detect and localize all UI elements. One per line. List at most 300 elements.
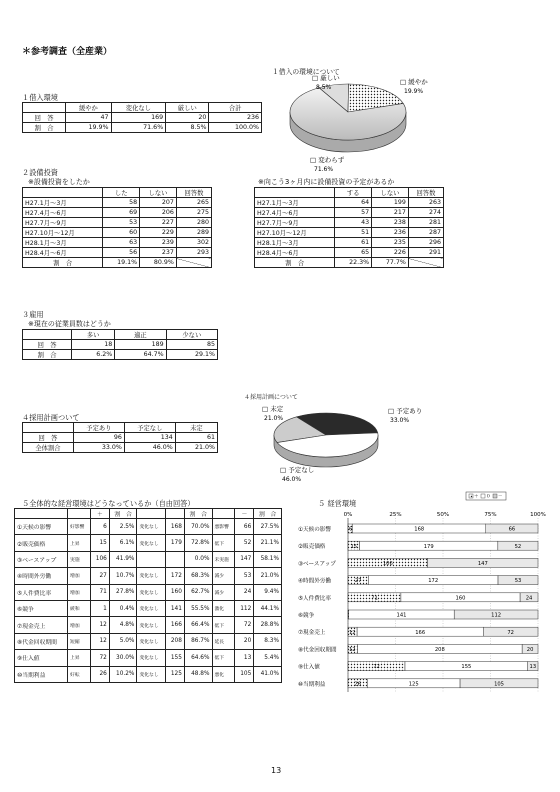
table-cell: 134 [124, 433, 175, 443]
table-row [255, 248, 444, 258]
table-cell: 291 [408, 248, 443, 258]
table-cell: H27.7月～9月 [255, 218, 335, 228]
table-row [15, 551, 282, 567]
table-cell: 10.7% [109, 568, 137, 584]
table-cell: 80.9% [140, 258, 177, 268]
table-cell: 72 [90, 650, 109, 666]
bar-data-label: 172 [428, 578, 439, 585]
table-cell: ⑥競争 [15, 600, 68, 616]
pie2-title: ４採用計画について [244, 394, 298, 401]
table-cell: 実施 [68, 551, 91, 567]
table-cell: 延長 [212, 633, 235, 649]
table-cell: 変化なし [111, 103, 166, 113]
bar-data-label: 27 [354, 578, 362, 585]
table-cell: 166 [165, 617, 184, 633]
pie-chart-hiring [250, 385, 430, 495]
table-cell: 2.5% [109, 519, 137, 535]
table-cell: 緩和 [68, 600, 91, 616]
table-cell: H27.4月～6月 [255, 208, 335, 218]
bar-data-label: 52 [514, 543, 522, 550]
table-cell: 302 [176, 238, 211, 248]
table-cell: 合計 [209, 103, 262, 113]
table-cell: 激化 [212, 600, 235, 616]
table-cell: 未定 [175, 423, 217, 433]
pie1-label-pct: 71.6% [314, 166, 334, 173]
table-cell [165, 509, 184, 519]
table-cell: 増加 [68, 617, 91, 633]
bar-data-label: 125 [408, 681, 419, 688]
table-cell: 変化なし [137, 633, 166, 649]
table-cell: 9.4% [254, 584, 282, 600]
table-cell: 47 [66, 113, 111, 123]
table-cell: 回 答 [23, 340, 72, 350]
table-cell: 変化なし [137, 600, 166, 616]
legend-label: ＋ [474, 494, 479, 500]
table-cell: 悪化 [212, 666, 235, 682]
bar-data-label: 105 [494, 681, 504, 688]
bar-data-label: 24 [525, 595, 533, 602]
table-cell: 22.3% [335, 258, 372, 268]
table-cell: 217 [372, 208, 409, 218]
table-cell: 68.3% [184, 568, 212, 584]
table-cell: 未実施 [212, 551, 235, 567]
table-row [15, 633, 282, 649]
table-cell: 変化なし [137, 568, 166, 584]
table-row [15, 666, 282, 682]
table-cell: 多い [72, 330, 115, 340]
table-cell: 168 [165, 519, 184, 535]
table-cell: 増加 [68, 584, 91, 600]
bar-data-label: 15 [350, 543, 358, 550]
table-cell: 147 [235, 551, 254, 567]
table-cell: 60 [103, 228, 140, 238]
table-cell: 169 [111, 113, 166, 123]
table-cell: 6 [90, 519, 109, 535]
table-total-row [23, 258, 212, 268]
pie2-label-pct: 46.0% [282, 476, 302, 483]
table-cell: ＋ [90, 509, 109, 519]
legend-swatch [469, 494, 473, 498]
category-label: ⑧代金回収期間 [298, 647, 337, 654]
table-cell [165, 551, 184, 567]
capex-plan-subheading: ※向こう3ヶ月内に設備投資の予定があるか [258, 178, 395, 186]
table-row [23, 238, 212, 248]
legend-swatch [481, 494, 485, 498]
table-row [15, 519, 282, 535]
table-cell: 回 答 [23, 433, 74, 443]
table-cell: ④時間外労働 [15, 568, 68, 584]
section-heading-hiring: ４採用計画ついて [22, 413, 80, 422]
table-cell: 207 [140, 198, 177, 208]
table-cell: 回答数 [176, 188, 211, 198]
table-cell [68, 509, 91, 519]
table-cell: 289 [176, 228, 211, 238]
table-cell: 変化なし [137, 584, 166, 600]
table-cell: 70.0% [184, 519, 212, 535]
table-row [15, 584, 282, 600]
table-cell: 上昇 [68, 650, 91, 666]
table-cell: H27.1月～3月 [255, 198, 335, 208]
table-cell: 85 [166, 340, 217, 350]
category-label: ⑤人件費比率 [298, 595, 331, 602]
table-borrowing [22, 102, 262, 133]
table-cell: 0.0% [184, 551, 212, 567]
table-cell: 低下 [212, 650, 235, 666]
table-header-row [23, 188, 212, 198]
table-capex-plan [254, 187, 444, 268]
table-cell: H28.4月～6月 [23, 248, 103, 258]
table-cell: 72 [235, 617, 254, 633]
table-row [15, 650, 282, 666]
table-cell: 変化なし [137, 650, 166, 666]
bar-data-label: 6 [349, 526, 353, 533]
table-cell [212, 509, 235, 519]
table-cell: 64 [335, 198, 372, 208]
table-cell: 19.9% [66, 123, 111, 133]
table-cell: － [235, 509, 254, 519]
table-cell: 56 [103, 248, 140, 258]
category-label: ②販売価格 [298, 544, 326, 551]
table-cell: 236 [209, 113, 262, 123]
bar-data-label: 168 [414, 526, 425, 533]
bar-data-label: 166 [415, 629, 426, 636]
table-cell: ⑤人件費比率 [15, 584, 68, 600]
table-cell: 20 [235, 633, 254, 649]
table-cell: 割 合 [23, 350, 72, 360]
table-cell: ⑦現金売上 [15, 617, 68, 633]
section-heading-business-env: ５全体的な経営環境はどうなっているか（自由回答） [22, 499, 195, 508]
table-cell: 21.0% [254, 568, 282, 584]
table-cell: 33.0% [73, 443, 124, 453]
page-title: ＊参考調査（全産業） [22, 47, 113, 57]
table-row [23, 113, 262, 123]
table-cell: ⑩当期利益 [15, 666, 68, 682]
x-tick-label: 75% [484, 512, 497, 518]
table-cell: 112 [235, 600, 254, 616]
table-cell [137, 509, 166, 519]
table-cell: 155 [165, 650, 184, 666]
table-row [15, 617, 282, 633]
table-cell: 57 [335, 208, 372, 218]
table-cell: 43 [335, 218, 372, 228]
table-row [23, 123, 262, 133]
table-cell: 割 合 [23, 123, 66, 133]
table-cell: H27.1月～3月 [23, 198, 103, 208]
category-label: ⑦現金売上 [298, 630, 326, 637]
table-cell: H28.1月～3月 [255, 238, 335, 248]
bar-data-label: 12 [349, 629, 356, 636]
table-cell: 105 [235, 666, 254, 682]
table-cell [176, 258, 211, 268]
table-cell: 21.0% [175, 443, 217, 453]
table-cell: 30.0% [109, 650, 137, 666]
table-employment [22, 329, 218, 360]
table-cell: 10.2% [109, 666, 137, 682]
table-cell: 回答数 [408, 188, 443, 198]
table-cell: 割 合 [255, 258, 335, 268]
table-cell [137, 551, 166, 567]
table-row [15, 600, 282, 616]
table-cell: H28.4月～6月 [255, 248, 335, 258]
table-cell: 26 [90, 666, 109, 682]
table-cell: 28.8% [254, 617, 282, 633]
table-cell [23, 188, 103, 198]
table-cell: 厳しい [166, 103, 209, 113]
table-cell: 12 [90, 617, 109, 633]
table-cell: 変化なし [137, 535, 166, 551]
table-row [255, 238, 444, 248]
table-cell: 71 [90, 584, 109, 600]
table-cell: 125 [165, 666, 184, 682]
table-cell: 変化なし [137, 617, 166, 633]
table-cell: 63 [103, 238, 140, 248]
bar-data-label: 13 [529, 664, 537, 671]
table-cell: 77.7% [372, 258, 409, 268]
table-cell: 226 [372, 248, 409, 258]
table-cell: 上昇 [68, 535, 91, 551]
table-cell: した [103, 188, 140, 198]
legend-label: － [498, 494, 503, 500]
table-cell: 51 [335, 228, 372, 238]
table-cell: 46.0% [124, 443, 175, 453]
table-cell: ⑨仕入値 [15, 650, 68, 666]
table-row [255, 228, 444, 238]
table-cell: 64.7% [115, 350, 166, 360]
table-total-row [255, 258, 444, 268]
table-cell: 19.1% [103, 258, 140, 268]
x-tick-label: 0% [343, 512, 353, 518]
bar-data-label: 53 [514, 578, 522, 585]
table-cell: 53 [235, 568, 254, 584]
table-cell: 71.6% [111, 123, 166, 133]
table-cell: 5.4% [254, 650, 282, 666]
table-cell: 287 [408, 228, 443, 238]
employment-subheading: ※現在の従業員数はどうか [28, 320, 111, 328]
pie2-label-name: □ 予定なし [280, 466, 315, 474]
table-cell: 189 [115, 340, 166, 350]
table-cell: 全体割合 [23, 443, 74, 453]
table-cell: 割 合 [23, 258, 103, 268]
table-cell: 236 [372, 228, 409, 238]
table-cell: 296 [408, 238, 443, 248]
table-cell: H27.4月～6月 [23, 208, 103, 218]
table-cell: 66.4% [184, 617, 212, 633]
pie1-label-pct: 8.5% [316, 84, 332, 91]
pie1-label-name: □ 緩やか [400, 78, 428, 86]
table-cell: 41.9% [109, 551, 137, 567]
table-cell: 100.0% [209, 123, 262, 133]
table-row [23, 218, 212, 228]
table-cell: 106 [90, 551, 109, 567]
table-cell: 21.1% [254, 535, 282, 551]
pie-chart-borrowing [262, 60, 442, 180]
table-cell: 293 [176, 248, 211, 258]
table-row [23, 228, 212, 238]
table-cell: 27.8% [109, 584, 137, 600]
table-cell: 41.0% [254, 666, 282, 682]
chart-legend [466, 492, 506, 500]
table-cell: 8.3% [254, 633, 282, 649]
table-header-row [15, 509, 282, 519]
table-cell: 238 [372, 218, 409, 228]
x-tick-label: 50% [436, 512, 450, 518]
category-label: ④時間外労働 [298, 578, 331, 585]
table-business-env [14, 508, 282, 683]
table-cell: 62.7% [184, 584, 212, 600]
table-cell: 235 [372, 238, 409, 248]
table-cell: 52 [235, 535, 254, 551]
table-cell [15, 509, 68, 519]
category-label: ⑨仕入値 [298, 664, 320, 671]
table-cell: 274 [408, 208, 443, 218]
legend-label: ０ [486, 494, 491, 500]
pie1-title: １借入の環境について [272, 68, 340, 76]
table-cell: 増加 [68, 568, 91, 584]
bar-data-label: 72 [373, 664, 380, 671]
table-cell: 27 [90, 568, 109, 584]
table-row [23, 248, 212, 258]
table-cell: 61 [335, 238, 372, 248]
table-cell: 48.8% [184, 666, 212, 682]
table-row [23, 433, 218, 443]
table-cell: 6.1% [109, 535, 137, 551]
category-label: ⑩当期利益 [298, 681, 326, 688]
table-cell: 61 [175, 433, 217, 443]
table-cell: 緩やか [66, 103, 111, 113]
table-cell [408, 258, 443, 268]
table-header-row [23, 423, 218, 433]
bar-data-label: 20 [526, 647, 534, 653]
table-cell: 55.5% [184, 600, 212, 616]
table-cell: 44.1% [254, 600, 282, 616]
bar-data-label: 112 [491, 612, 502, 619]
table-cell: 160 [165, 584, 184, 600]
table-cell: 239 [140, 238, 177, 248]
table-cell [23, 103, 66, 113]
bar-data-label: 12 [349, 647, 356, 653]
table-cell: 58.1% [254, 551, 282, 567]
table-cell: 回 答 [23, 113, 66, 123]
table-cell: 5.0% [109, 633, 137, 649]
table-row [15, 535, 282, 551]
table-cell: 12 [90, 633, 109, 649]
table-cell: 18 [72, 340, 115, 350]
table-cell: 86.7% [184, 633, 212, 649]
table-row [255, 208, 444, 218]
table-cell: ②販売価格 [15, 535, 68, 551]
bar-data-label: 147 [477, 561, 488, 567]
table-cell: 変化なし [137, 666, 166, 682]
table-cell [23, 423, 74, 433]
legend-swatch [493, 494, 497, 498]
table-cell [255, 188, 335, 198]
table-row [15, 568, 282, 584]
table-cell: 割 合 [109, 509, 137, 519]
table-cell: 263 [408, 198, 443, 208]
table-header-row [23, 103, 262, 113]
table-cell: 割 合 [184, 509, 212, 519]
capex-subheading: ※設備投資をしたか [28, 178, 90, 186]
pie2-label-name: □ 未定 [262, 405, 284, 413]
table-cell: 1 [90, 600, 109, 616]
category-label: ③ベースアップ [298, 561, 336, 568]
table-cell: 58 [103, 198, 140, 208]
bar-data-label: 72 [507, 629, 514, 636]
table-cell: 229 [140, 228, 177, 238]
chart-title: ５ 経営環境 [318, 499, 357, 508]
table-cell: 減少 [212, 584, 235, 600]
table-cell: 8.5% [166, 123, 209, 133]
table-cell: 275 [176, 208, 211, 218]
bar-data-label: 106 [382, 561, 393, 567]
table-cell: 減少 [212, 568, 235, 584]
table-cell: しない [372, 188, 409, 198]
table-cell: 199 [372, 198, 409, 208]
table-cell: 予定なし [124, 423, 175, 433]
table-cell: 少ない [166, 330, 217, 340]
bar-data-label: 179 [423, 543, 434, 550]
section-heading-capex: ２設備投資 [22, 168, 58, 177]
page-number: 13 [271, 766, 282, 775]
table-cell: 24 [235, 584, 254, 600]
pie2-label-pct: 21.0% [264, 415, 284, 422]
table-cell: 179 [165, 535, 184, 551]
bar-data-label: 208 [434, 647, 445, 653]
table-cell: 13 [235, 650, 254, 666]
section-heading-borrowing: １借入環境 [22, 93, 58, 102]
table-cell: 206 [140, 208, 177, 218]
table-cell: H27.10月～12月 [23, 228, 103, 238]
table-cell: 29.1% [166, 350, 217, 360]
table-row [23, 443, 218, 453]
table-cell: 短縮 [68, 633, 91, 649]
table-row [255, 218, 444, 228]
table-cell: 低下 [212, 535, 235, 551]
table-cell [23, 330, 72, 340]
category-label: ①天候の影響 [298, 527, 331, 533]
table-cell: 280 [176, 218, 211, 228]
table-cell: しない [140, 188, 177, 198]
bar-data-label: 66 [508, 526, 516, 533]
table-capex-done [22, 187, 212, 268]
bar-data-label: 160 [455, 595, 466, 602]
table-cell: 237 [140, 248, 177, 258]
table-row [23, 350, 218, 360]
table-cell: 281 [408, 218, 443, 228]
table-cell: 64.6% [184, 650, 212, 666]
table-cell: する [335, 188, 372, 198]
bar-data-label: 26 [354, 681, 361, 688]
table-cell: 227 [140, 218, 177, 228]
table-cell: 265 [176, 198, 211, 208]
table-cell: 適正 [115, 330, 166, 340]
section-heading-employment: ３雇用 [22, 310, 44, 319]
table-cell: 69 [103, 208, 140, 218]
table-cell: 20 [166, 113, 209, 123]
x-tick-label: 100% [530, 512, 546, 518]
table-cell: ①天候の影響 [15, 519, 68, 535]
table-cell: ③ベースアップ [15, 551, 68, 567]
table-cell: 好影響 [68, 519, 91, 535]
category-label: ⑥競争 [298, 613, 315, 619]
table-cell: 好転 [68, 666, 91, 682]
table-cell: H28.1月～3月 [23, 238, 103, 248]
pie1-label-name: □ 厳しい [312, 74, 340, 82]
table-cell: ⑧代金回収期間 [15, 633, 68, 649]
bar-data-label: 141 [396, 612, 407, 619]
x-tick-label: 25% [389, 512, 402, 518]
pie1-label-name: □ 変わらず [310, 156, 345, 164]
